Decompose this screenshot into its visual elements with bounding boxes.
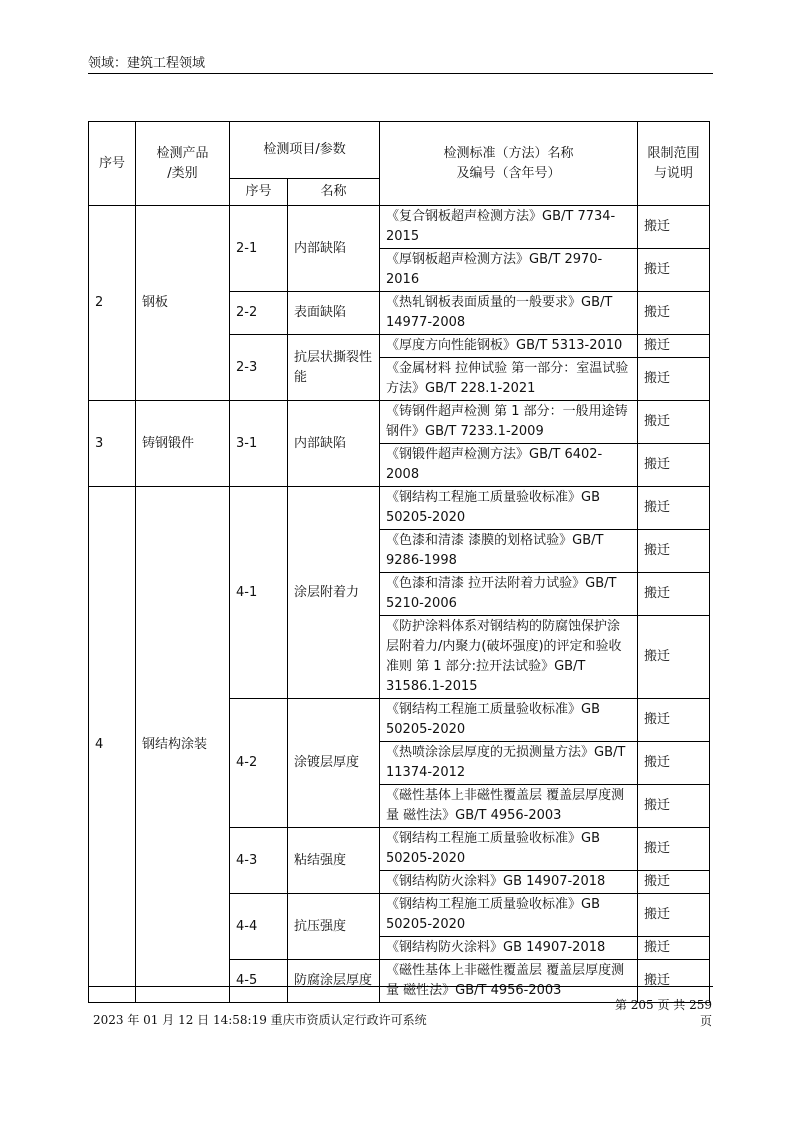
item-seq: 4-3 xyxy=(230,828,288,894)
limit-note: 搬迁 xyxy=(638,699,710,742)
group-product: 钢板 xyxy=(136,206,230,401)
header-item-group: 检测项目/参数 xyxy=(230,122,380,179)
standard-text: 《钢结构防火涂料》GB 14907-2018 xyxy=(380,937,638,960)
item-seq: 2-1 xyxy=(230,206,288,292)
standard-text: 《复合钢板超声检测方法》GB/T 7734-2015 xyxy=(380,206,638,249)
table-row xyxy=(89,206,710,249)
limit-note: 搬迁 xyxy=(638,401,710,444)
standard-text: 《厚度方向性能钢板》GB/T 5313-2010 xyxy=(380,335,638,358)
standard-text: 《钢结构工程施工质量验收标准》GB 50205-2020 xyxy=(380,894,638,937)
limit-note: 搬迁 xyxy=(638,894,710,937)
limit-note: 搬迁 xyxy=(638,616,710,699)
group-product: 铸钢锻件 xyxy=(136,401,230,487)
limit-note: 搬迁 xyxy=(638,785,710,828)
standard-text: 《磁性基体上非磁性覆盖层 覆盖层厚度测量 磁性法》GB/T 4956-2003 xyxy=(380,960,638,1003)
standard-text: 《钢结构工程施工质量验收标准》GB 50205-2020 xyxy=(380,487,638,530)
item-name: 内部缺陷 xyxy=(288,401,380,487)
header-seq: 序号 xyxy=(89,122,136,206)
item-seq: 4-2 xyxy=(230,699,288,828)
footer-page-info: 第 205 页 共 259 页 xyxy=(614,998,712,1028)
standard-text: 《热喷涂涂层厚度的无损测量方法》GB/T 11374-2012 xyxy=(380,742,638,785)
item-name: 表面缺陷 xyxy=(288,292,380,335)
table-row xyxy=(89,487,710,530)
standard-text: 《色漆和清漆 拉开法附着力试验》GB/T 5210-2006 xyxy=(380,573,638,616)
limit-note: 搬迁 xyxy=(638,530,710,573)
group-seq: 2 xyxy=(89,206,136,401)
item-name: 粘结强度 xyxy=(288,828,380,894)
standard-text: 《钢结构工程施工质量验收标准》GB 50205-2020 xyxy=(380,699,638,742)
limit-note: 搬迁 xyxy=(638,249,710,292)
item-name: 抗压强度 xyxy=(288,894,380,960)
header-divider xyxy=(88,73,713,74)
limit-note: 搬迁 xyxy=(638,937,710,960)
group-seq: 4 xyxy=(89,487,136,1003)
standard-text: 《金属材料 拉伸试验 第一部分：室温试验方法》GB/T 228.1-2021 xyxy=(380,358,638,401)
footer-divider xyxy=(88,986,713,987)
item-name: 涂层附着力 xyxy=(288,487,380,699)
standard-text: 《厚钢板超声检测方法》GB/T 2970-2016 xyxy=(380,249,638,292)
limit-note: 搬迁 xyxy=(638,487,710,530)
item-seq: 2-2 xyxy=(230,292,288,335)
item-seq: 2-3 xyxy=(230,335,288,401)
limit-note: 搬迁 xyxy=(638,573,710,616)
limit-note: 搬迁 xyxy=(638,206,710,249)
item-name: 涂镀层厚度 xyxy=(288,699,380,828)
limit-note: 搬迁 xyxy=(638,828,710,871)
limit-note: 搬迁 xyxy=(638,358,710,401)
header-standard: 检测标准（方法）名称 及编号（含年号） xyxy=(380,122,638,206)
standard-text: 《磁性基体上非磁性覆盖层 覆盖层厚度测量 磁性法》GB/T 4956-2003 xyxy=(380,785,638,828)
item-seq: 3-1 xyxy=(230,401,288,487)
limit-note: 搬迁 xyxy=(638,292,710,335)
footer-timestamp-system: 2023 年 01 月 12 日 14:58:19 重庆市资质认定行政许可系统 xyxy=(93,1013,427,1027)
limit-note: 搬迁 xyxy=(638,335,710,358)
standard-text: 《钢锻件超声检测方法》GB/T 6402-2008 xyxy=(380,444,638,487)
group-seq: 3 xyxy=(89,401,136,487)
standard-text: 《防护涂料体系对钢结构的防腐蚀保护涂层附着力/内聚力(破坏强度)的评定和验收准则 第 1 部分:拉开法试验》GB/T 31586.1-2015 xyxy=(380,616,638,699)
standard-text: 《色漆和清漆 漆膜的划格试验》GB/T 9286-1998 xyxy=(380,530,638,573)
standard-text: 《钢结构防火涂料》GB 14907-2018 xyxy=(380,871,638,894)
item-seq: 4-4 xyxy=(230,894,288,960)
limit-note: 搬迁 xyxy=(638,742,710,785)
header-item-name: 名称 xyxy=(288,179,380,206)
item-name: 抗层状撕裂性能 xyxy=(288,335,380,401)
inspection-scope-table xyxy=(88,121,710,1003)
group-product: 钢结构涂装 xyxy=(136,487,230,1003)
item-seq: 4-1 xyxy=(230,487,288,699)
item-name: 内部缺陷 xyxy=(288,206,380,292)
standard-text: 《热轧钢板表面质量的一般要求》GB/T 14977-2008 xyxy=(380,292,638,335)
header-limit: 限制范围 与说明 xyxy=(638,122,710,206)
header-item-seq: 序号 xyxy=(230,179,288,206)
table-row xyxy=(89,401,710,444)
standard-text: 《钢结构工程施工质量验收标准》GB 50205-2020 xyxy=(380,828,638,871)
item-seq: 4-5 xyxy=(230,960,288,1003)
limit-note: 搬迁 xyxy=(638,960,710,1003)
standard-text: 《铸钢件超声检测 第 1 部分：一般用途铸钢件》GB/T 7233.1-2009 xyxy=(380,401,638,444)
limit-note: 搬迁 xyxy=(638,444,710,487)
header-product: 检测产品 /类别 xyxy=(136,122,230,206)
item-name: 防腐涂层厚度 xyxy=(288,960,380,1003)
page-header-domain: 领域：建筑工程领域 xyxy=(88,56,206,71)
limit-note: 搬迁 xyxy=(638,871,710,894)
